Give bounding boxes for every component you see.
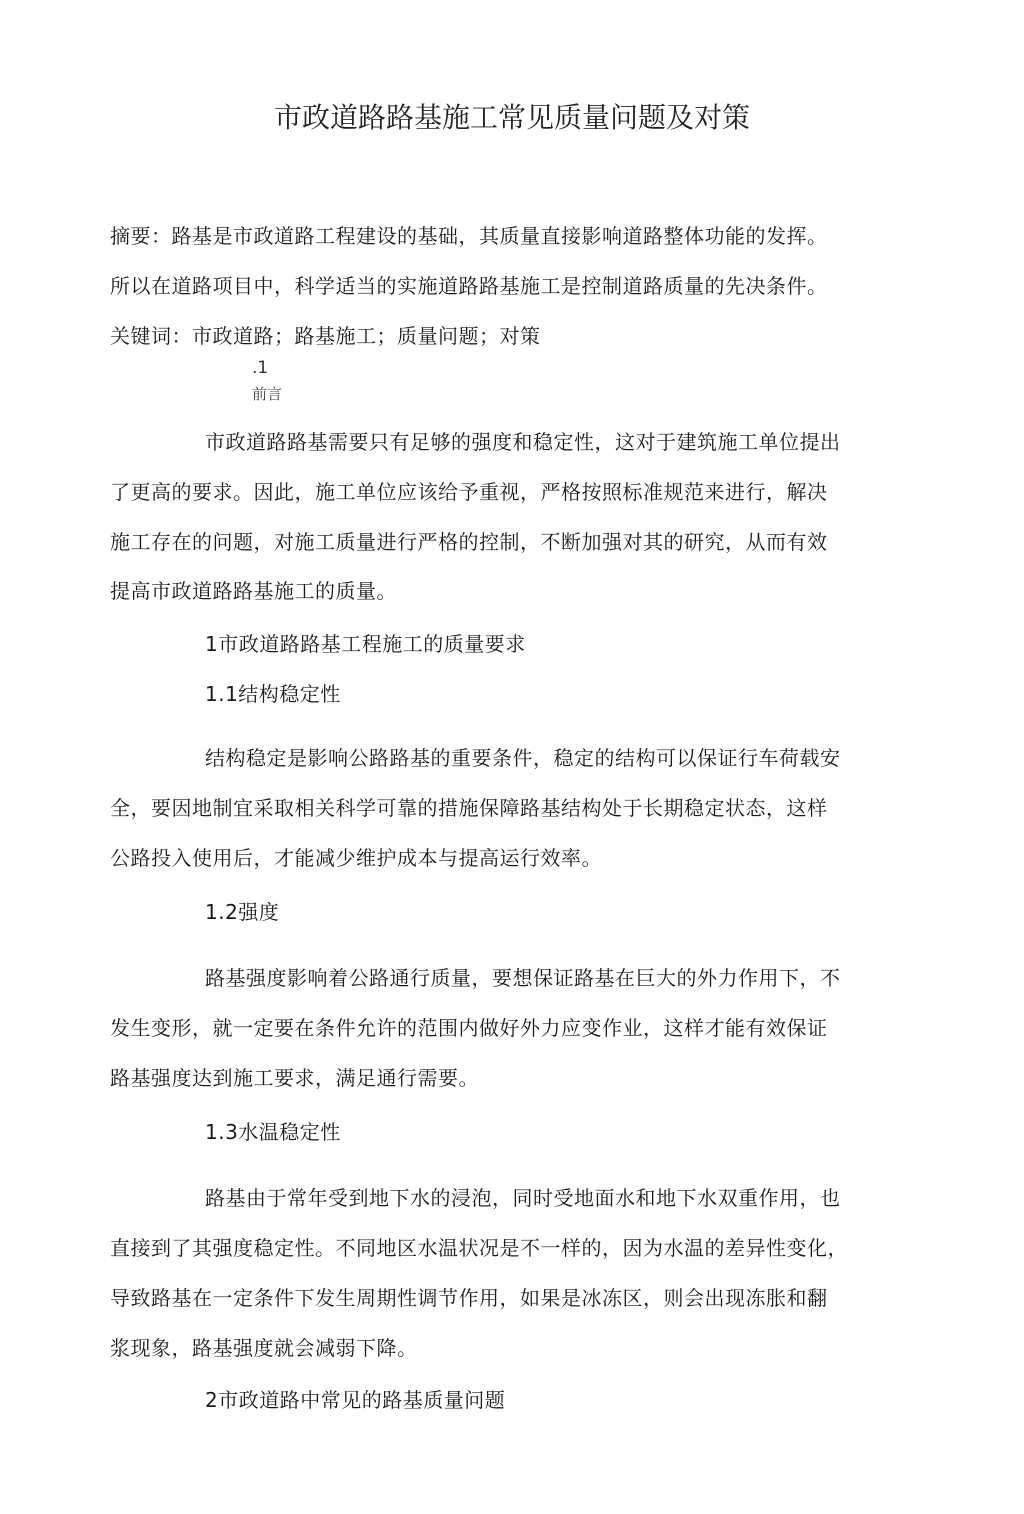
intro-line-2: 了更高的要求。因此，施工单位应该给予重视，严格按照标准规范来进行，解决 [110,480,828,504]
section-1-2-line-1: 路基强度影响着公路通行质量，要想保证路基在巨大的外力作用下，不 [205,966,841,990]
heading-1: 1市政道路路基工程施工的质量要求 [205,632,526,656]
section-1-1-line-1: 结构稳定是影响公路路基的重要条件，稳定的结构可以保证行车荷载安 [205,746,841,770]
document-title: 市政道路路基施工常见质量问题及对策 [273,101,750,134]
section-1-3-line-1: 路基由于常年受到地下水的浸泡，同时受地面水和地下水双重作用，也 [205,1186,841,1210]
section-1-2-line-3: 路基强度达到施工要求，满足通行需要。 [110,1066,479,1090]
intro-line-1: 市政道路路基需要只有足够的强度和稳定性，这对于建筑施工单位提出 [205,430,841,454]
abstract-line-2: 所以在道路项目中，科学适当的实施道路路基施工是控制道路质量的先决条件。 [110,274,828,298]
preface-number: .1 [252,358,269,378]
preface-label: 前言 [252,385,283,403]
section-1-3-line-4: 浆现象，路基强度就会减弱下降。 [110,1336,418,1360]
section-1-1-line-2: 全，要因地制宜采取相关科学可靠的措施保障路基结构处于长期稳定状态，这样 [110,796,828,820]
abstract-line-1: 摘要：路基是市政道路工程建设的基础，其质量直接影响道路整体功能的发挥。 [110,224,828,248]
section-1-3-line-3: 导致路基在一定条件下发生周期性调节作用，如果是冰冻区，则会出现冻胀和翻 [110,1286,828,1310]
section-1-1-line-3: 公路投入使用后，才能减少维护成本与提高运行效率。 [110,846,602,870]
heading-2: 2市政道路中常见的路基质量问题 [205,1388,506,1412]
section-1-3-line-2: 直接到了其强度稳定性。不同地区水温状况是不一样的，因为水温的差异性变化， [110,1236,848,1260]
intro-line-4: 提高市政道路路基施工的质量。 [110,579,397,603]
intro-line-3: 施工存在的问题，对施工质量进行严格的控制，不断加强对其的研究，从而有效 [110,530,828,554]
heading-1-2: 1.2强度 [205,900,280,924]
keywords-line: 关键词：市政道路；路基施工；质量问题；对策 [110,324,541,348]
heading-1-3: 1.3水温稳定性 [205,1120,341,1144]
section-1-2-line-2: 发生变形，就一定要在条件允许的范围内做好外力应变作业，这样才能有效保证 [110,1016,828,1040]
heading-1-1: 1.1结构稳定性 [205,682,341,706]
